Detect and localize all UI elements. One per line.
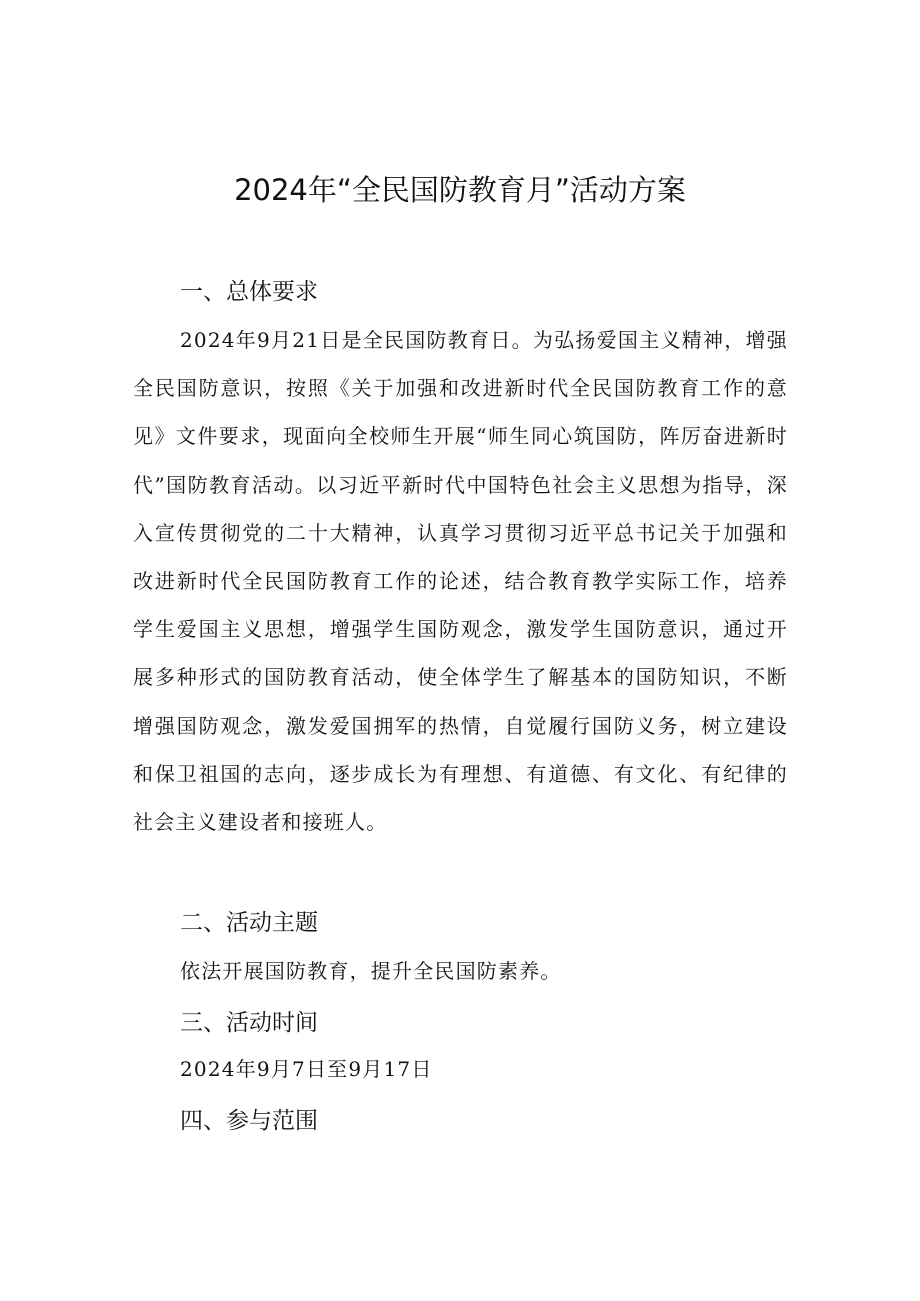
section-body-general-requirements: 2024年9月21日是全民国防教育日。为弘扬爱国主义精神，增强全民国防意识，按照《关于加强和改进新时代全民国防教育工作的意见》文件要求，现面向全校师生开展“师生同心筑国防，阵厉奋进新时代”国防教育活动。以习近平新时代中国特色社会主义思想为指导，深入宣传贯彻党的二十大精神，认真学习贯彻习近平总书记关于加强和改进新时代全民国防教育工作的论述，结合教育教学实际工作，培养学生爱国主义思想，增强学生国防观念，激发学生国防意识，通过开展多种形式的国防教育活动，使全体学生了解基本的国防知识，不断增强国防观念，激发爱国拥军的热情，自觉履行国防义务，树立建设和保卫祖国的志向，逐步成长为有理想、有道德、有文化、有纪律的社会主义建设者和接班人。 [133,328,788,835]
section-heading-general-requirements: 一、总体要求 [180,279,318,305]
section-body-activity-theme: 依法开展国防教育，提升全民国防素养。 [180,959,562,983]
document-title: 2024年“全民国防教育月”活动方案 [234,173,686,207]
section-heading-activity-theme: 二、活动主题 [180,910,318,936]
section-heading-activity-time: 三、活动时间 [180,1010,318,1036]
section-body-activity-time: 2024年9月7日至9月17日 [180,1057,433,1081]
section-heading-participation-scope: 四、参与范围 [180,1108,318,1134]
